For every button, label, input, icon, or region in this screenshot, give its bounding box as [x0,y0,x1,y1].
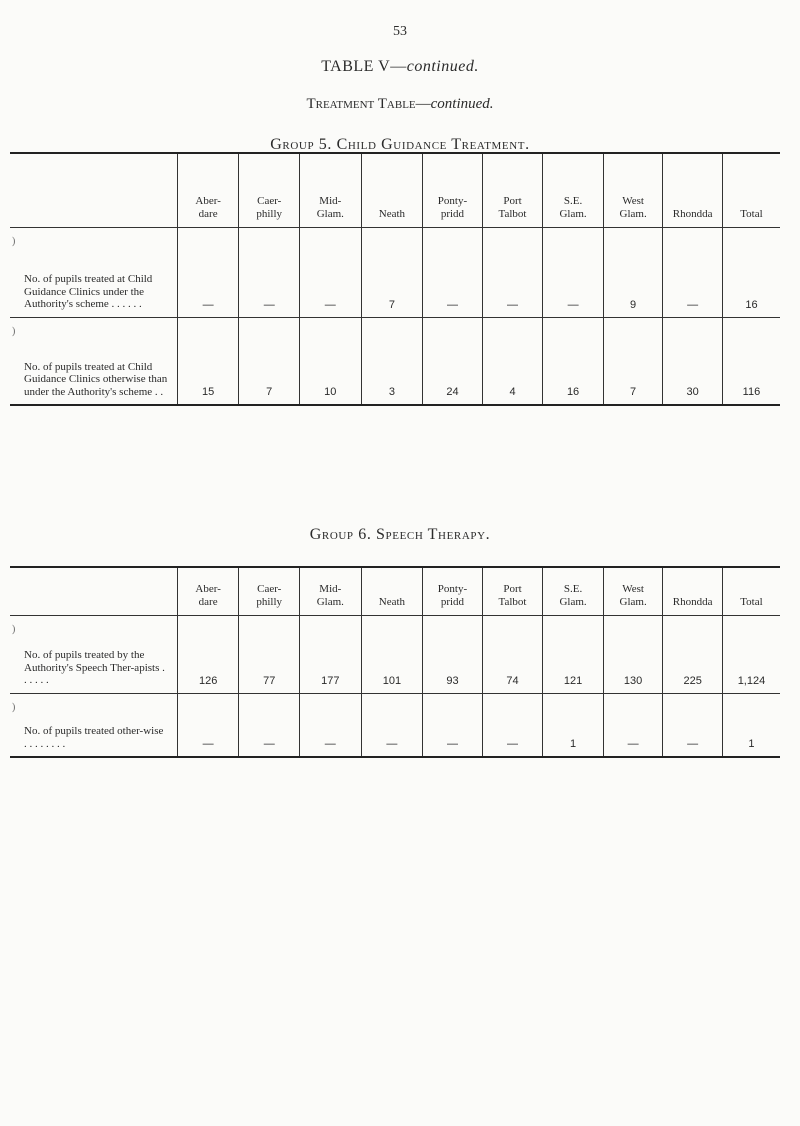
cell: — [423,227,483,317]
table-title [0,58,800,76]
cell: 225 [663,615,723,693]
group6-table [10,566,780,758]
group6-col-rhondda: Rhondda [663,567,723,615]
sub-title-prefix: Treatment Table— [306,96,431,112]
table-title-suffix: continued. [406,58,479,75]
cell: — [177,227,239,317]
cell: 77 [239,615,300,693]
group6-header-blank [10,567,177,615]
group5-header-row [10,153,780,227]
group5-title: Group 5. Child Guidance Treatment. [270,136,530,153]
cell: — [543,227,604,317]
table-row [10,615,780,693]
cell: — [482,693,543,757]
cell: 7 [603,317,663,405]
page-number: 53 [393,24,407,39]
group6-title: Group 6. Speech Therapy. [309,526,491,543]
group6-col-caerphilly: Caer- philly [239,567,300,615]
row-label: ) No. of pupils treated at Child Guidance Clinics under the Authority's scheme . . . . . . [10,227,177,317]
cell: 4 [482,317,543,405]
cell: 30 [663,317,723,405]
cell: 3 [361,317,423,405]
table-row [10,227,780,317]
cell: — [300,693,362,757]
cell: 1 [543,693,604,757]
cell: 16 [722,227,780,317]
group5-col-caerphilly: Caer- philly [239,153,300,227]
group5-col-port-talbot: Port Talbot [482,153,543,227]
group5-col-neath: Neath [361,153,423,227]
row-label: ) No. of pupils treated other-wise . . . . . . . . [10,693,177,757]
group5-col-mid-glam: Mid- Glam. [300,153,362,227]
row-label: ) No. of pupils treated at Child Guidance Clinics otherwise than under the Authority's scheme . . [10,317,177,405]
group5-col-se-glam: S.E. Glam. [543,153,604,227]
cell: 121 [543,615,604,693]
group6-col-aberdare: Aber- dare [177,567,239,615]
cell: 177 [300,615,362,693]
group5-col-pontypridd: Ponty- pridd [423,153,483,227]
cell: 130 [603,615,663,693]
group6-col-se-glam: S.E. Glam. [543,567,604,615]
cell: 126 [177,615,239,693]
cell: 16 [543,317,604,405]
cell: 24 [423,317,483,405]
cell: — [300,227,362,317]
cell: — [482,227,543,317]
cell: 1,124 [722,615,780,693]
group5-col-west-glam: West Glam. [603,153,663,227]
group5-table [10,152,780,406]
cell: — [177,693,239,757]
table-row [10,693,780,757]
table-title-prefix: TABLE V— [321,58,407,75]
cell: 1 [722,693,780,757]
group6-col-total: Total [722,567,780,615]
group5-col-rhondda: Rhondda [663,153,723,227]
cell: — [603,693,663,757]
cell: 15 [177,317,239,405]
cell: 93 [423,615,483,693]
cell: — [239,693,300,757]
group5-col-total: Total [722,153,780,227]
cell: 7 [361,227,423,317]
group6-header-row [10,567,780,615]
table-row [10,317,780,405]
cell: — [423,693,483,757]
cell: 116 [722,317,780,405]
cell: — [239,227,300,317]
cell: — [663,693,723,757]
sub-title [0,96,800,113]
cell: — [663,227,723,317]
cell: — [361,693,423,757]
group6-col-pontypridd: Ponty- pridd [423,567,483,615]
cell: 9 [603,227,663,317]
group5-col-aberdare: Aber- dare [177,153,239,227]
group5-header-blank [10,153,177,227]
cell: 10 [300,317,362,405]
sub-title-suffix: continued. [430,96,494,112]
group6-col-neath: Neath [361,567,423,615]
cell: 7 [239,317,300,405]
row-label: ) No. of pupils treated by the Authority's Speech Ther-apists . . . . . . [10,615,177,693]
cell: 101 [361,615,423,693]
group6-col-west-glam: West Glam. [603,567,663,615]
group6-col-port-talbot: Port Talbot [482,567,543,615]
group6-col-mid-glam: Mid- Glam. [300,567,362,615]
cell: 74 [482,615,543,693]
